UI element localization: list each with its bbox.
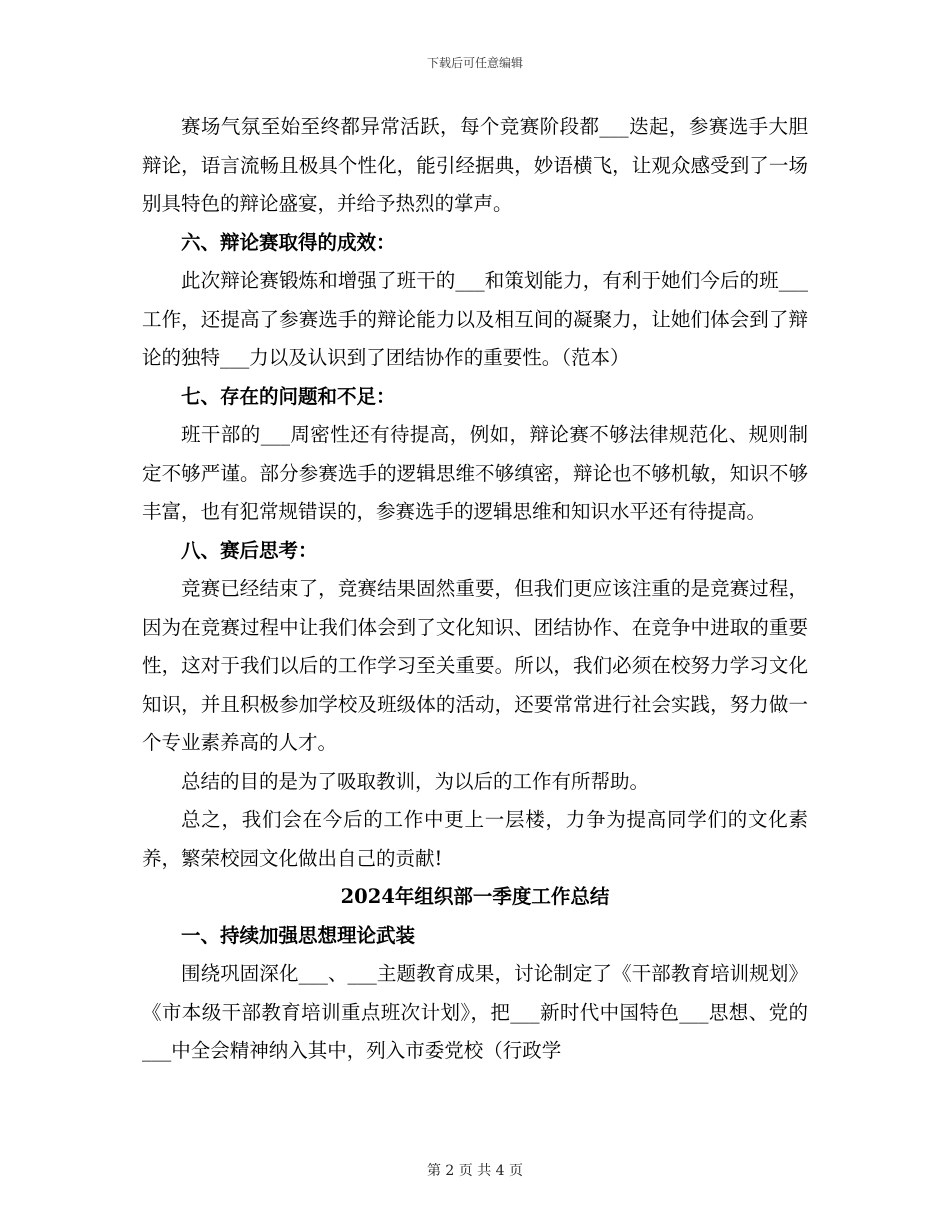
section-heading: 七、存在的问题和不足： bbox=[181, 384, 396, 408]
paragraph: 赛场气氛至始至终都异常活跃，每个竞赛阶段都___迭起，参赛选手大胆辩论，语言流畅且极具个性化，能引经据典，妙语横飞，让观众感受到了一场别具特色的辩论盛宴，并给予热烈的掌声。 bbox=[142, 115, 808, 215]
document-title: 2024年组织部一季度工作总结 bbox=[340, 885, 610, 908]
paragraph: 竞赛已经结束了，竞赛结果固然重要，但我们更应该注重的是竞赛过程，因为在竞赛过程中让我们体会到了文化知识、团结协作、在竞争中进取的重要性，这对于我们以后的工作学习至关重要。所以，我们必须在校努力学习文化知识，并且积极参加学校及班级体的活动，还要常常进行社会实践，努力做一个专业素养高的人才。 bbox=[142, 577, 808, 754]
page-header: 下载后可任意编辑 bbox=[426, 56, 523, 70]
paragraph: 总结的目的是为了吸取教训，为以后的工作有所帮助。 bbox=[181, 769, 650, 793]
paragraph: 围绕巩固深化___、___主题教育成果，讨论制定了《干部教育培训规划》《市本级干部教育培训重点班次计划》，把___新时代中国特色___思想、党的___中全会精神纳入其中，列入市委党校（行政学 bbox=[142, 962, 808, 1062]
section-heading: 一、持续加强思想理论武装 bbox=[181, 923, 416, 947]
section-heading: 六、辩论赛取得的成效： bbox=[181, 230, 396, 254]
section-heading: 八、赛后思考： bbox=[181, 538, 318, 562]
paragraph: 班干部的___周密性还有待提高，例如，辩论赛不够法律规范化、规则制定不够严谨。部分参赛选手的逻辑思维不够缜密，辩论也不够机敏，知识不够丰富，也有犯常规错误的，参赛选手的逻辑思维和知识水平还有待提高。 bbox=[142, 423, 808, 523]
paragraph: 总之，我们会在今后的工作中更上一层楼，力争为提高同学们的文化素养，繁荣校园文化做出自己的贡献! bbox=[142, 808, 808, 870]
paragraph: 此次辩论赛锻炼和增强了班干的___和策划能力，有利于她们今后的班___工作，还提高了参赛选手的辩论能力以及相互间的凝聚力，让她们体会到了辩论的独特___力以及认识到了团结协作的重要性。（范本） bbox=[142, 269, 808, 369]
document-body bbox=[142, 108, 808, 1071]
page-footer: 第 2 页 共 4 页 bbox=[426, 1163, 524, 1179]
